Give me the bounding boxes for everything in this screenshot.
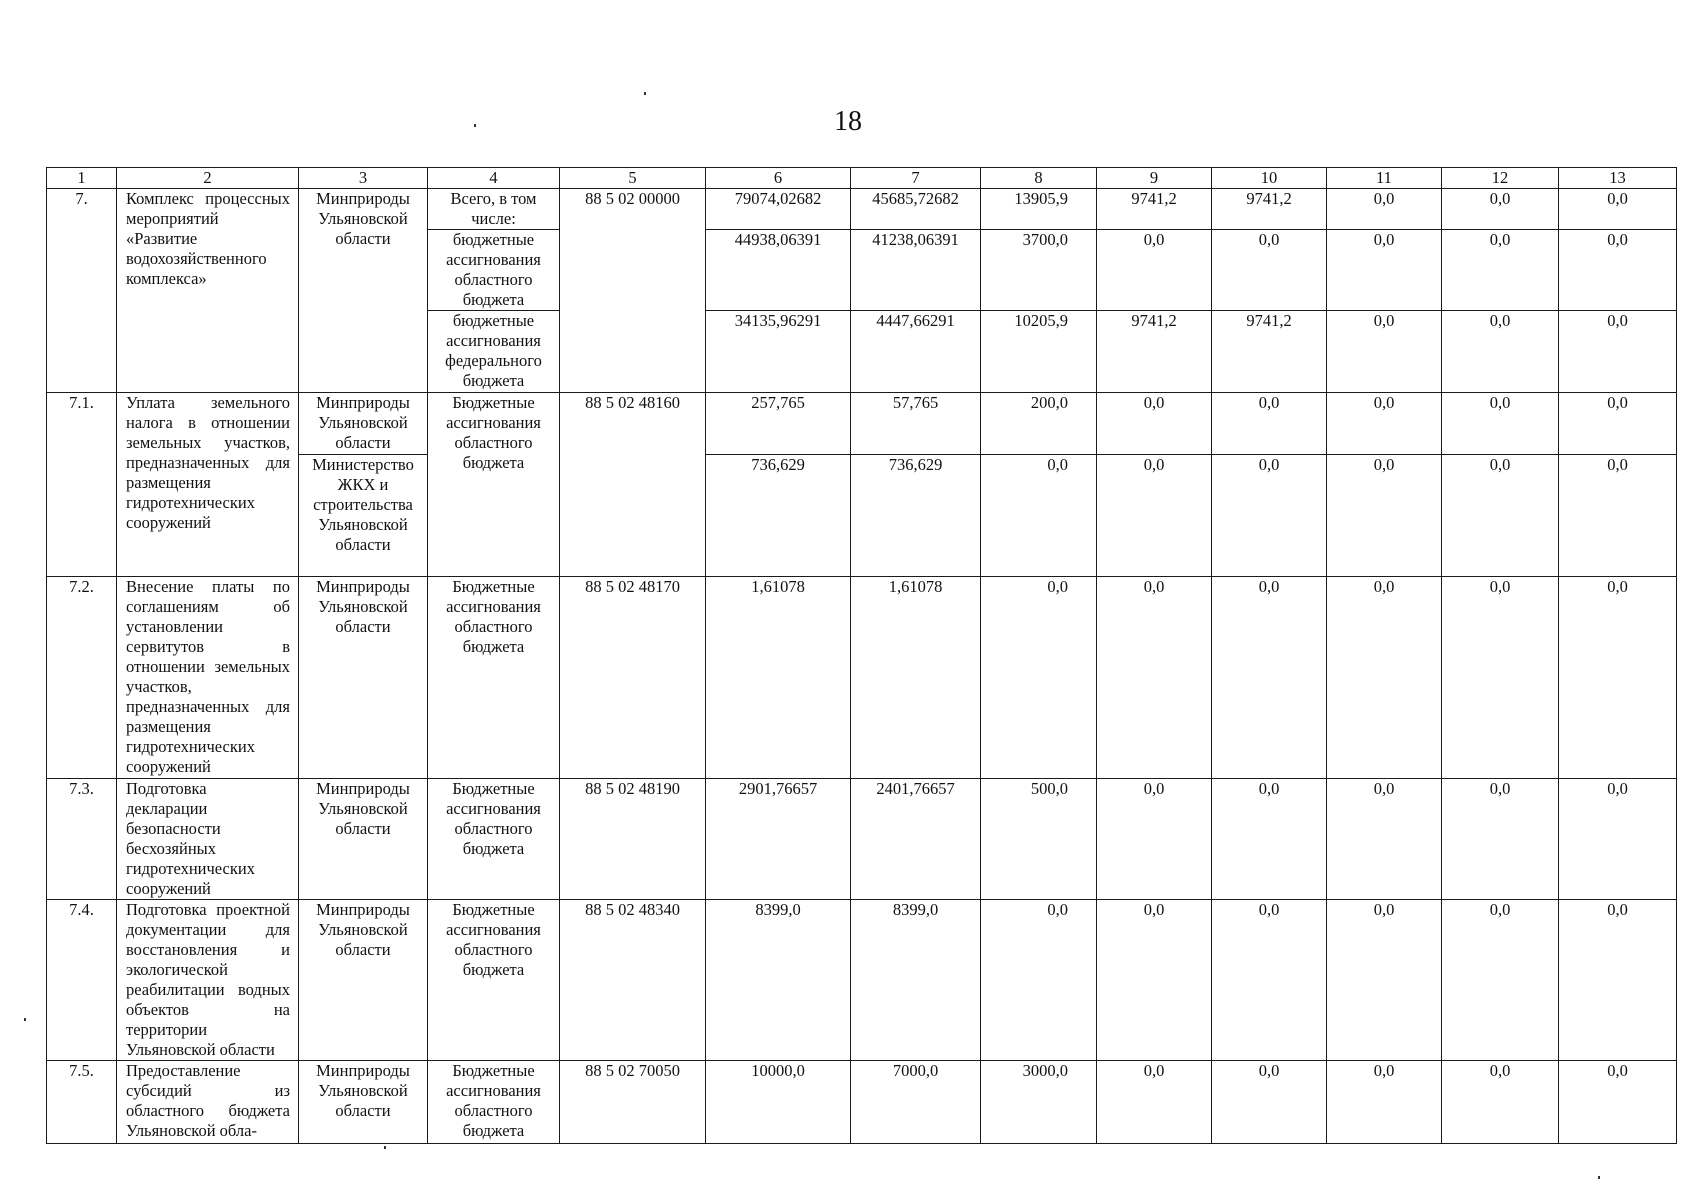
value-cell: 0,0: [1212, 577, 1327, 779]
value-cell: 0,0: [1212, 1061, 1327, 1144]
value-cell: 0,0: [1327, 1061, 1442, 1144]
value-cell: 0,0: [981, 455, 1097, 577]
scan-speck: [474, 124, 476, 127]
value-cell: 0,0: [1442, 900, 1559, 1061]
executor: Минприроды Ульяновской области: [299, 577, 428, 779]
header-cell: 4: [428, 168, 560, 189]
value-cell: 0,0: [1559, 455, 1677, 577]
value-cell: 0,0: [1559, 393, 1677, 455]
value-cell: 4447,66291: [851, 311, 981, 393]
value-cell: 0,0: [1327, 779, 1442, 900]
row-number: 7.2.: [47, 577, 117, 779]
value-cell: 1,61078: [706, 577, 851, 779]
value-cell: 0,0: [1097, 393, 1212, 455]
value-cell: 8399,0: [851, 900, 981, 1061]
value-cell: 0,0: [1097, 577, 1212, 779]
funding-source: Бюджетные ассигнования областного бюджета: [428, 393, 560, 577]
value-cell: 9741,2: [1097, 189, 1212, 230]
budget-code: 88 5 02 00000: [560, 189, 706, 393]
value-cell: 0,0: [1327, 900, 1442, 1061]
budget-table: [46, 167, 1677, 1144]
value-cell: 0,0: [1327, 455, 1442, 577]
row-number: 7.4.: [47, 900, 117, 1061]
measure-name: Внесение платы по соглашениям об установлении сервитутов в отношении земельных участков, предназначенных для размещения гидротехнических сооружений: [117, 577, 299, 779]
value-cell: 0,0: [1097, 230, 1212, 311]
value-cell: 0,0: [1327, 189, 1442, 230]
value-cell: 200,0: [981, 393, 1097, 455]
funding-source: бюджетные ассигнования областного бюджета: [428, 230, 560, 311]
funding-source: Бюджетные ассигнования областного бюджета: [428, 900, 560, 1061]
value-cell: 0,0: [1559, 230, 1677, 311]
value-cell: 0,0: [1559, 311, 1677, 393]
scan-speck: [644, 92, 646, 95]
value-cell: 10205,9: [981, 311, 1097, 393]
table-row: [47, 577, 1677, 779]
executor: Минприроды Ульяновской области: [299, 779, 428, 900]
value-cell: 0,0: [1559, 900, 1677, 1061]
value-cell: 44938,06391: [706, 230, 851, 311]
value-cell: 0,0: [1559, 1061, 1677, 1144]
executor: Минприроды Ульяновской области: [299, 189, 428, 393]
value-cell: 0,0: [1559, 189, 1677, 230]
scan-speck: [24, 1018, 26, 1021]
budget-code: 88 5 02 70050: [560, 1061, 706, 1144]
value-cell: 2901,76657: [706, 779, 851, 900]
value-cell: 0,0: [1559, 577, 1677, 779]
measure-name: Комплекс процессных мероприятий «Развитие водохозяйственного комплекса»: [117, 189, 299, 393]
measure-name: Подготовка проектной документации для восстановления и экологической реабилитации водных объектов на территории Ульяновской области: [117, 900, 299, 1061]
value-cell: 0,0: [1212, 900, 1327, 1061]
budget-code: 88 5 02 48340: [560, 900, 706, 1061]
budget-code: 88 5 02 48190: [560, 779, 706, 900]
measure-name: Предоставление субсидий из областного бюджета Ульяновской обла-: [117, 1061, 299, 1144]
header-cell: 7: [851, 168, 981, 189]
page-number: 18: [834, 106, 862, 137]
executor: Министерство ЖКХ и строительства Ульяновской области: [299, 455, 428, 577]
row-number: 7.3.: [47, 779, 117, 900]
value-cell: 0,0: [1327, 393, 1442, 455]
value-cell: 0,0: [1442, 393, 1559, 455]
scan-speck: [1598, 1176, 1600, 1179]
value-cell: 0,0: [1097, 779, 1212, 900]
value-cell: 9741,2: [1097, 311, 1212, 393]
value-cell: 3700,0: [981, 230, 1097, 311]
value-cell: 0,0: [981, 900, 1097, 1061]
table-row: [47, 900, 1677, 1061]
value-cell: 57,765: [851, 393, 981, 455]
funding-source: Бюджетные ассигнования областного бюджета: [428, 577, 560, 779]
budget-code: 88 5 02 48170: [560, 577, 706, 779]
executor: Минприроды Ульяновской области: [299, 900, 428, 1061]
row-number: 7.5.: [47, 1061, 117, 1144]
measure-name: Уплата земельного налога в отношении земельных участков, предназначенных для размещения гидротехнических сооружений: [117, 393, 299, 577]
value-cell: 8399,0: [706, 900, 851, 1061]
funding-source: Бюджетные ассигнования областного бюджета: [428, 1061, 560, 1144]
value-cell: 0,0: [1442, 230, 1559, 311]
value-cell: 10000,0: [706, 1061, 851, 1144]
row-number: 7.1.: [47, 393, 117, 577]
header-cell: 2: [117, 168, 299, 189]
value-cell: 0,0: [1212, 779, 1327, 900]
value-cell: 41238,06391: [851, 230, 981, 311]
row-number: 7.: [47, 189, 117, 393]
value-cell: 0,0: [1442, 311, 1559, 393]
header-cell: 8: [981, 168, 1097, 189]
table-row: [47, 1061, 1677, 1144]
value-cell: 0,0: [1442, 577, 1559, 779]
scan-speck: [384, 1146, 386, 1149]
value-cell: 9741,2: [1212, 311, 1327, 393]
funding-source: Всего, в том числе:: [428, 189, 560, 230]
value-cell: 0,0: [1212, 455, 1327, 577]
value-cell: 79074,02682: [706, 189, 851, 230]
value-cell: 9741,2: [1212, 189, 1327, 230]
value-cell: 736,629: [706, 455, 851, 577]
header-cell: 9: [1097, 168, 1212, 189]
executor: Минприроды Ульяновской области: [299, 393, 428, 455]
funding-source: Бюджетные ассигнования областного бюджета: [428, 779, 560, 900]
value-cell: 34135,96291: [706, 311, 851, 393]
header-cell: 3: [299, 168, 428, 189]
header-cell: 1: [47, 168, 117, 189]
value-cell: 0,0: [1212, 393, 1327, 455]
value-cell: 0,0: [1442, 779, 1559, 900]
value-cell: 13905,9: [981, 189, 1097, 230]
table-row: [47, 779, 1677, 900]
funding-source: бюджетные ассигнования федерального бюджета: [428, 311, 560, 393]
value-cell: 0,0: [1442, 1061, 1559, 1144]
value-cell: 0,0: [1327, 311, 1442, 393]
header-cell: 6: [706, 168, 851, 189]
table-row: [47, 393, 1677, 455]
header-cell: 10: [1212, 168, 1327, 189]
value-cell: 1,61078: [851, 577, 981, 779]
value-cell: 45685,72682: [851, 189, 981, 230]
value-cell: 7000,0: [851, 1061, 981, 1144]
executor: Минприроды Ульяновской области: [299, 1061, 428, 1144]
header-cell: 5: [560, 168, 706, 189]
header-cell: 13: [1559, 168, 1677, 189]
value-cell: 0,0: [1327, 577, 1442, 779]
value-cell: 0,0: [1559, 779, 1677, 900]
value-cell: 2401,76657: [851, 779, 981, 900]
header-cell: 12: [1442, 168, 1559, 189]
value-cell: 0,0: [1097, 900, 1212, 1061]
value-cell: 0,0: [1097, 455, 1212, 577]
budget-code: 88 5 02 48160: [560, 393, 706, 577]
value-cell: 257,765: [706, 393, 851, 455]
value-cell: 3000,0: [981, 1061, 1097, 1144]
value-cell: 0,0: [1442, 455, 1559, 577]
value-cell: 500,0: [981, 779, 1097, 900]
value-cell: 0,0: [1097, 1061, 1212, 1144]
measure-name: Подготовка декларации безопасности бесхозяйных гидротехнических сооружений: [117, 779, 299, 900]
value-cell: 0,0: [1327, 230, 1442, 311]
header-cell: 11: [1327, 168, 1442, 189]
value-cell: 0,0: [981, 577, 1097, 779]
value-cell: 736,629: [851, 455, 981, 577]
value-cell: 0,0: [1442, 189, 1559, 230]
header-row: [47, 168, 1677, 189]
value-cell: 0,0: [1212, 230, 1327, 311]
table-row: [47, 189, 1677, 230]
